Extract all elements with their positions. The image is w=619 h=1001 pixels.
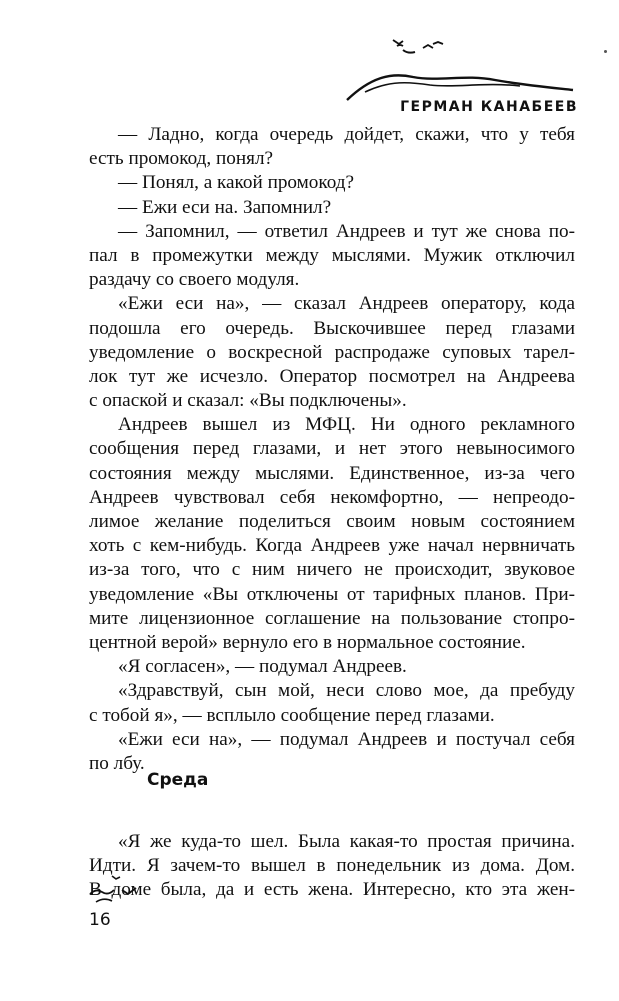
text-line: — Ежи еси на. Запомнил?: [118, 196, 332, 218]
text-line: уведомление «Вы отключены от тарифных планов. При-: [89, 583, 575, 605]
text-line: центной верой» вернуло его в нормальное состояние.: [89, 631, 526, 653]
text-line: «Здравствуй, сын мой, неси слово мое, да пребуду: [118, 680, 575, 702]
text-line: мите лицензионное соглашение на пользование стопро-: [89, 607, 575, 629]
chapter-text: [89, 123, 575, 776]
author-name: ГЕРМАН КАНАБЕЕВ: [400, 99, 578, 115]
bird-footer-icon: [86, 872, 156, 908]
text-line: сообщения перед глазами, и нет этого невыносимого: [89, 438, 575, 460]
text-line: состояния между мыслями. Единственное, из-за чего: [89, 462, 575, 484]
text-line: Андреев чувствовал себя некомфортно, — непреодо-: [89, 486, 575, 508]
text-line: Андреев вышел из МФЦ. Ни одного рекламного: [118, 414, 575, 436]
text-line: пал в промежутки между мыслями. Мужик отключил: [89, 244, 575, 266]
text-line: «Ежи еси на», — подумал Андреев и постучал себя: [118, 728, 575, 750]
text-line: подошла его очередь. Выскочившее перед глазами: [89, 317, 575, 339]
text-line: лимое желание поделиться своим новым состоянием: [89, 511, 575, 532]
page-number: 16: [89, 910, 111, 930]
text-line: «Я же куда-то шел. Была какая-то простая причина.: [118, 831, 575, 852]
text-line: с тобой я», — всплыло сообщение перед глазами.: [89, 704, 495, 726]
text-line: — Понял, а какой промокод?: [118, 172, 355, 194]
text-line: есть промокод, понял?: [89, 148, 274, 170]
text-line: В доме была, да и есть жена. Интересно, кто эта жен-: [89, 879, 575, 901]
text-line: раздачу со своего модуля.: [89, 269, 300, 291]
text-line: по лбу.: [89, 752, 145, 774]
text-line: «Я согласен», — подумал Андреев.: [118, 656, 407, 678]
text-line: уведомление о воскресной распродаже суповых тарел-: [89, 341, 575, 363]
text-line: с опаской и сказал: «Вы подключены».: [89, 390, 407, 412]
text-line: — Запомнил, — ответил Андреев и тут же снова по-: [118, 220, 575, 242]
text-line: из-за того, что с ним ничего не происходит, звуковое: [89, 559, 575, 581]
text-line: хоть с кем-нибудь. Когда Андреев уже начал нервничать: [89, 535, 575, 557]
text-line: Идти. Я зачем-то вышел в понедельник из дома. Дом.: [89, 855, 575, 877]
section-heading: Среда: [147, 770, 209, 790]
text-line: лок тут же исчезло. Оператор посмотрел на Андреева: [89, 365, 575, 387]
section-text: [89, 830, 575, 903]
margin-dot: [604, 50, 607, 53]
text-line: «Ежи еси на», — сказал Андреев оператору, кода: [118, 293, 575, 315]
text-line: — Ладно, когда очередь дойдет, скажи, что у тебя: [118, 124, 575, 145]
